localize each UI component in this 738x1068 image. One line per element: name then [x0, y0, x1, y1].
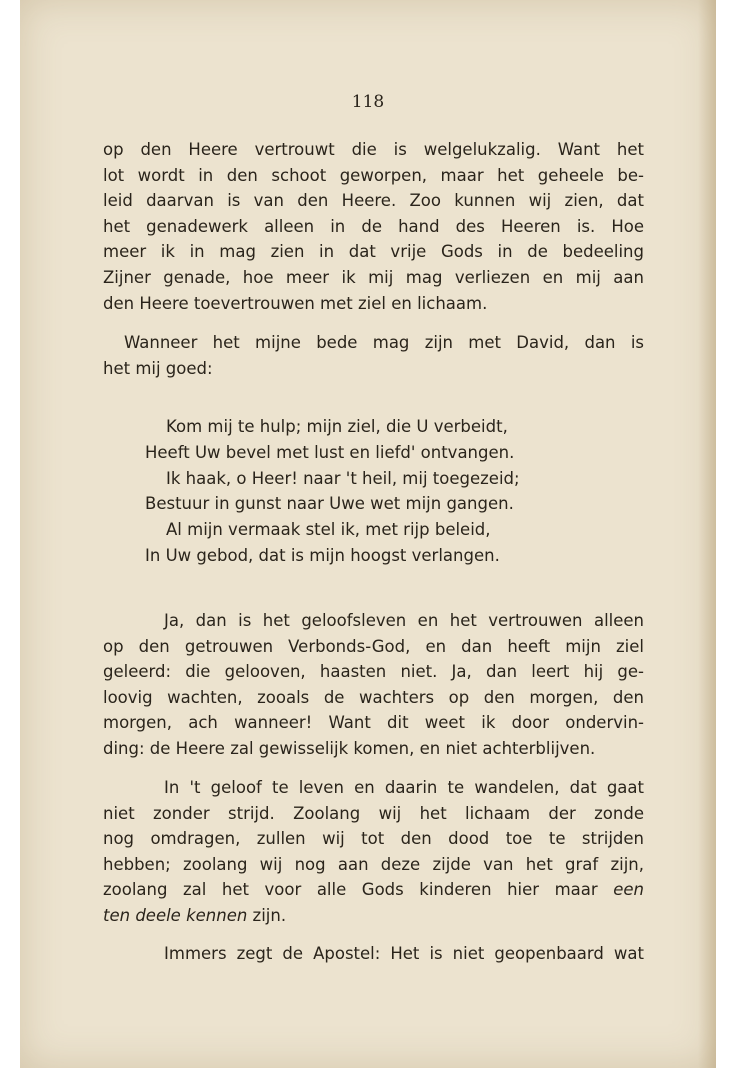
text-segment: zijn.	[247, 905, 287, 925]
text-line: morgen, ach wanneer! Want dit weet ik door ondervin-	[103, 713, 644, 733]
paragraph-3	[103, 608, 644, 762]
verse-line: Bestuur in gunst naar Uwe wet mijn gangen.	[145, 494, 514, 514]
verse-line: Heeft Uw bevel met lust en liefd' ontvangen.	[145, 442, 515, 462]
text-line: In 't geloof te leven en daarin te wandelen, dat gaat	[164, 778, 644, 797]
text-line: leid daarvan is van den Heere. Zoo kunnen wij zien, dat	[103, 191, 644, 211]
psalm-verse	[145, 414, 605, 569]
verse-line: Kom mij te hulp; mijn ziel, die U verbeidt,	[166, 417, 508, 436]
text-line: Immers zegt de Apostel: Het is niet geopenbaard wat	[164, 944, 644, 963]
paragraph-2	[103, 330, 644, 381]
paragraph-1	[103, 137, 644, 316]
text-line: nog omdragen, zullen wij tot den dood toe te strijden	[103, 829, 644, 849]
italic-segment: ten deele kennen	[103, 905, 248, 925]
text-line: loovig wachten, zooals de wachters op den morgen, den	[103, 687, 644, 707]
text-line: ding: de Heere zal gewisselijk komen, en niet achterblijven.	[103, 738, 596, 758]
text-line	[103, 877, 644, 903]
text-line: Ja, dan is het geloofsleven en het vertrouwen alleen	[164, 611, 644, 630]
page-number: 118	[351, 92, 385, 112]
paragraph-5	[103, 941, 644, 967]
text-line: lot wordt in den schoot geworpen, maar het geheele be-	[103, 165, 644, 185]
verse-line: Al mijn vermaak stel ik, met rijp beleid,	[166, 520, 491, 540]
text-line: hebben; zoolang wij nog aan deze zijde van het graf zijn,	[103, 854, 644, 874]
text-segment: zoolang zal het voor alle Gods kinderen hier maar	[103, 880, 598, 900]
text-line: niet zonder strijd. Zoolang wij het lichaam der zonde	[103, 803, 644, 823]
text-line: Wanneer het mijne bede mag zijn met David, dan is	[124, 333, 644, 352]
paragraph-4	[103, 775, 644, 929]
verse-line: Ik haak, o Heer! naar 't heil, mij toegezeid;	[166, 468, 520, 488]
verse-line: In Uw gebod, dat is mijn hoogst verlangen.	[145, 545, 500, 565]
text-line	[103, 903, 644, 929]
text-line: meer ik in mag zien in dat vrije Gods in de bedeeling	[103, 242, 644, 262]
text-line: den Heere toevertrouwen met ziel en lichaam.	[103, 293, 488, 313]
text-line: het mij goed:	[103, 358, 213, 378]
text-line: op den getrouwen Verbonds-God, en dan heeft mijn ziel	[103, 636, 644, 656]
text-line: het genadewerk alleen in de hand des Heeren is. Hoe	[103, 216, 644, 236]
text-line: geleerd: die gelooven, haasten niet. Ja, dan leert hij ge-	[103, 662, 644, 682]
text-line: Zijner genade, hoe meer ik mij mag verliezen en mij aan	[103, 267, 644, 287]
italic-segment: een	[613, 880, 644, 900]
text-line: op den Heere vertrouwt die is welgelukzalig. Want het	[103, 140, 644, 159]
